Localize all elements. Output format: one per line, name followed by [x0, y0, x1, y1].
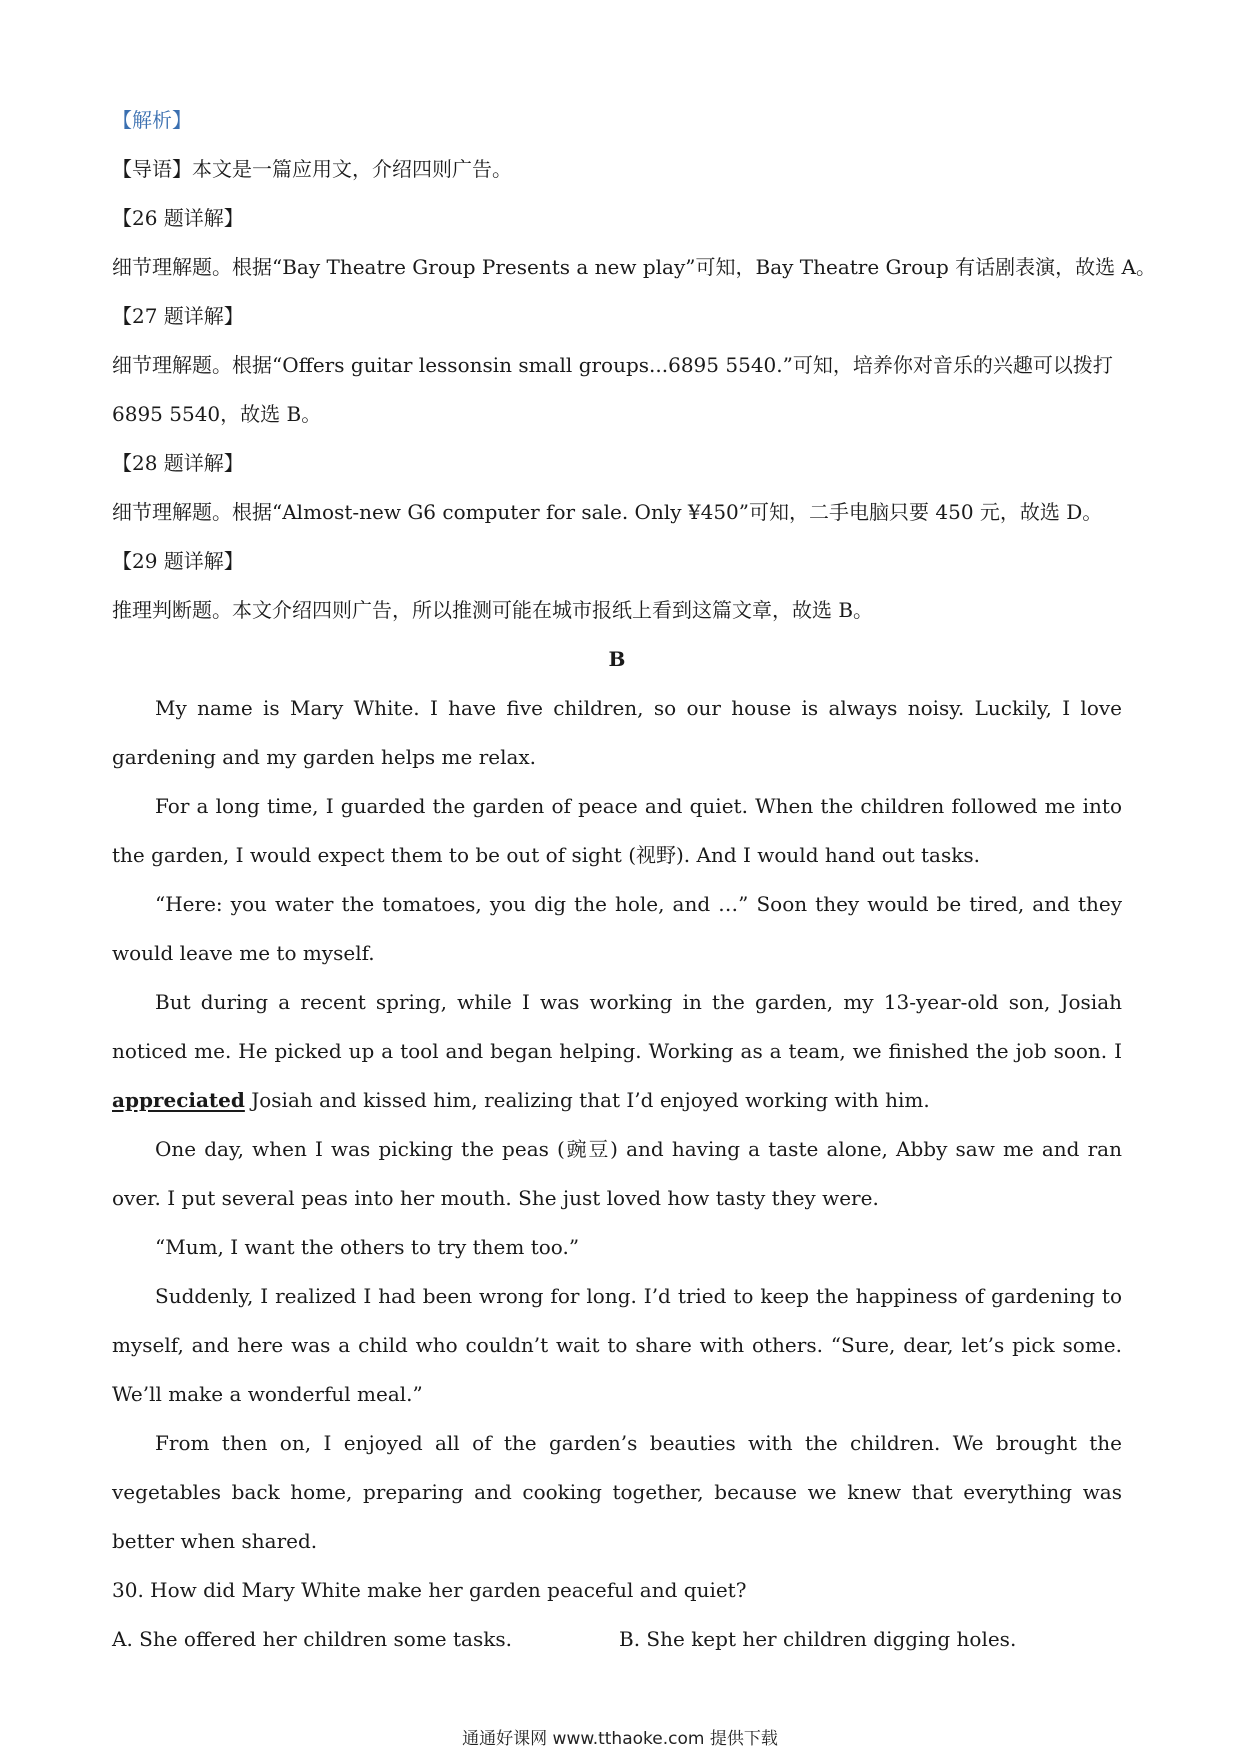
q28-title: 【28 题详解】	[112, 451, 244, 475]
p4-text-before: But during a recent spring, while I was working in the garden, my 13-year-old son, Josiah noticed me. He picked up a tool and began helping. Working as a team, we finished the job soon. I	[112, 990, 1122, 1063]
passage-paragraph-4	[112, 978, 1122, 1125]
document-page	[112, 96, 1156, 1664]
analysis-intro: 【导语】本文是一篇应用文，介绍四则广告。	[112, 157, 512, 181]
page-footer: 通通好课网 www.tthaoke.com 提供下载	[462, 1729, 778, 1749]
question-30: 30. How did Mary White make her garden peaceful and quiet?	[112, 1578, 747, 1602]
underlined-word: appreciated	[112, 1088, 245, 1112]
q28-explanation: 细节理解题。根据“Almost-new G6 computer for sale. Only ¥450”可知，二手电脑只要 450 元，故选 D。	[112, 500, 1103, 524]
q26-title: 【26 题详解】	[112, 206, 244, 230]
passage-paragraph-6: “Mum, I want the others to try them too.”	[155, 1235, 580, 1259]
q29-title: 【29 题详解】	[112, 549, 244, 573]
q29-explanation: 推理判断题。本文介绍四则广告，所以推测可能在城市报纸上看到这篇文章，故选 B。	[112, 598, 874, 622]
q27-explanation-line-1: 细节理解题。根据“Offers guitar lessonsin small groups...6895 5540.”可知，培养你对音乐的兴趣可以拨打	[112, 353, 1113, 377]
q27-explanation-line-2: 6895 5540，故选 B。	[112, 402, 322, 426]
passage-paragraph-2: For a long time, I guarded the garden of peace and quiet. When the children followed me into the garden, I would expect them to be out of sight (视野). And I would hand out tasks.	[112, 794, 1122, 867]
passage-paragraph-3: “Here: you water the tomatoes, you dig the hole, and …” Soon they would be tired, and they would leave me to myself.	[112, 892, 1122, 965]
option-b: B. She kept her children digging holes.	[619, 1627, 1017, 1651]
option-a: A. She offered her children some tasks.	[112, 1627, 512, 1651]
q27-title: 【27 题详解】	[112, 304, 244, 328]
question-30-options	[112, 1615, 1122, 1664]
passage-paragraph-7: Suddenly, I realized I had been wrong for long. I’d tried to keep the happiness of gardening to myself, and here was a child who couldn’t wait to share with others. “Sure, dear, let’s pick some. We’ll make a wonderful meal.”	[112, 1284, 1122, 1406]
passage-paragraph-8: From then on, I enjoyed all of the garden’s beauties with the children. We brought the vegetables back home, preparing and cooking together, because we knew that everything was better when shared.	[112, 1431, 1122, 1553]
p4-text-after: Josiah and kissed him, realizing that I’d enjoyed working with him.	[244, 1088, 930, 1112]
analysis-header: 【解析】	[112, 108, 192, 132]
q26-explanation: 细节理解题。根据“Bay Theatre Group Presents a new play”可知，Bay Theatre Group 有话剧表演，故选 A。	[112, 255, 1156, 279]
passage-paragraph-1: My name is Mary White. I have five children, so our house is always noisy. Luckily, I love gardening and my garden helps me relax.	[112, 696, 1122, 769]
section-label: B	[608, 647, 626, 671]
passage-paragraph-5: One day, when I was picking the peas (豌豆) and having a taste alone, Abby saw me and ran over. I put several peas into her mouth. She just loved how tasty they were.	[112, 1137, 1122, 1210]
